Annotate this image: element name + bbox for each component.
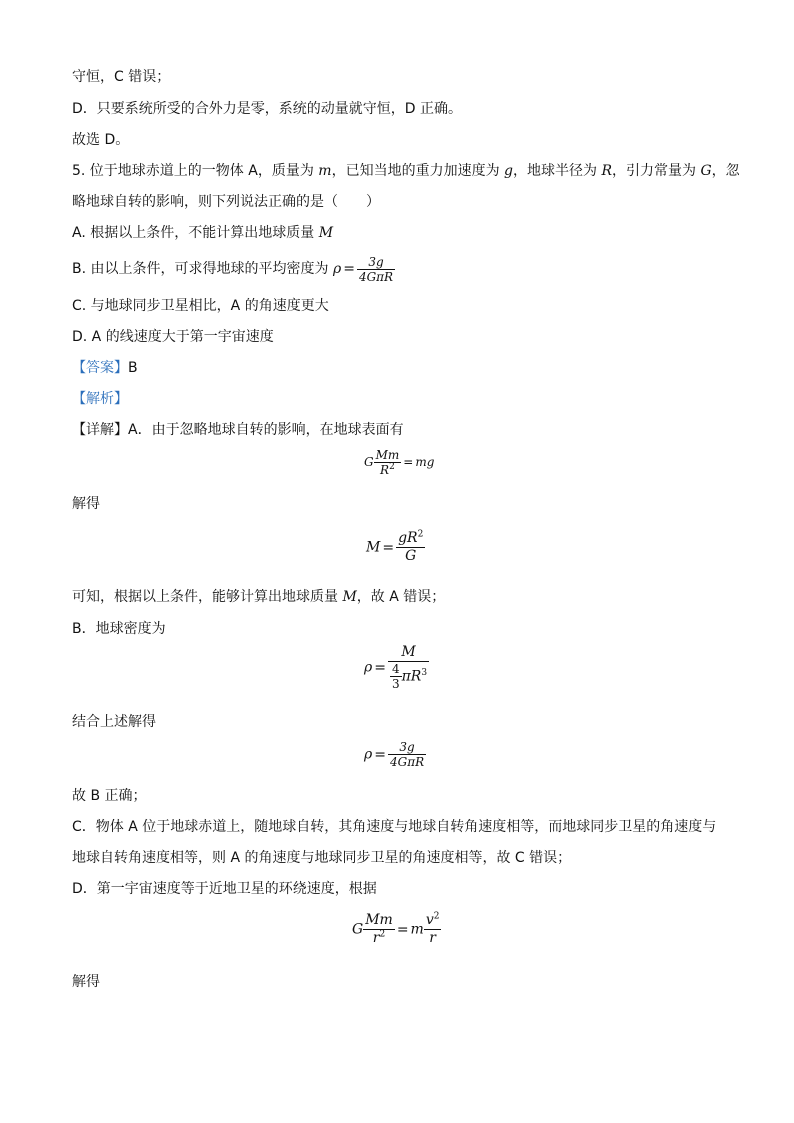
text: ，地球半径为 [513,163,602,179]
fraction [388,644,429,691]
numerator: Mm [365,912,393,928]
text: B. 由以上条件，可求得地球的平均密度为 [72,261,333,277]
fraction [363,912,395,947]
fraction [424,912,442,947]
text-line: 故选 D。 [72,132,130,148]
detail-label: 【详解】 [72,422,128,438]
denominator: 4GπR [389,755,425,769]
numerator: 3g [357,255,395,270]
var-v: v [425,912,434,928]
question-5-line-1 [72,162,740,180]
text-line: D．第一宇宙速度等于近地卫星的环绕速度，根据 [72,881,377,897]
exponent: 2 [433,911,440,922]
var-mg: mg [415,455,435,469]
equals: = [403,455,414,469]
var-G: G [352,921,364,938]
text: ，已知当地的重力加速度为 [331,163,505,179]
fraction [388,740,426,769]
option-b [72,252,395,286]
fraction [357,255,395,284]
answer-line [72,359,138,377]
var-m: m [318,163,332,179]
numerator: Mm [375,448,400,462]
exponent: 2 [417,529,424,540]
text: ，忽 [711,163,740,179]
equation-orbit [352,912,441,947]
var-gR: gR [398,530,418,546]
var-piR: πR [401,668,422,685]
exponent: 2 [379,929,386,940]
rho: ρ [332,261,342,277]
var-R: R [601,163,612,179]
equation-mass [366,530,425,565]
var-R: R [380,463,390,477]
var-M: M [366,539,381,556]
denominator: 4GπR [358,269,394,284]
var-g: g [504,163,513,179]
text: A．由于忽略地球自转的影响，在地球表面有 [128,422,404,438]
var-G: G [364,455,374,469]
analysis-label [72,390,128,408]
denominator: 3 [391,677,400,691]
rho: ρ [364,746,373,763]
equals: = [343,261,355,277]
text-line: 守恒，C 错误； [72,69,171,85]
text-line: D．只要系统所受的合外力是零，系统的动量就守恒，D 正确。 [72,101,463,117]
var-r: r [372,930,380,946]
text: ，引力常量为 [612,163,701,179]
option-d: D. A 的线速度大于第一宇宙速度 [72,329,274,345]
text: 5. 位于地球赤道上的一物体 A，质量为 [72,163,319,179]
exponent: 3 [421,667,428,678]
denominator: G [405,548,417,564]
option-a [72,224,333,242]
text-line: 结合上述解得 [72,714,156,730]
answer-label: 【答案】 [72,360,128,376]
question-5-line-2: 略地球自转的影响，则下列说法正确的是（ ） [72,194,380,210]
text-line: 故 B 正确； [72,788,147,804]
text-line [72,588,445,606]
answer-value: B [128,360,138,376]
text-line: 地球自转角速度相等，则 A 的角速度与地球同步卫星的角速度相等，故 C 错误； [72,850,572,866]
text: 可知，根据以上条件，能够计算出地球质量 [72,589,343,605]
option-c: C. 与地球同步卫星相比，A 的角速度更大 [72,298,329,314]
var-G: G [700,163,712,179]
equals: = [374,746,386,763]
denominator: r [429,930,436,946]
equals: = [396,921,409,938]
rho: ρ [364,659,373,676]
numerator: 4 [391,662,400,676]
fraction [374,448,402,477]
var-M: M [318,225,334,241]
text: A. 根据以上条件，不能计算出地球质量 [72,225,319,241]
text-line: 解得 [72,974,100,990]
text-line: B．地球密度为 [72,621,166,637]
analysis-tag: 【解析】 [72,391,128,407]
fraction-4-3 [390,662,402,691]
equation-density-def [364,644,429,691]
detail-line [72,421,404,439]
equation-density [364,740,426,769]
exponent: 2 [389,462,395,472]
text: ，故 A 错误； [356,589,446,605]
equals: = [382,539,395,556]
fraction [396,530,425,565]
equals: = [374,659,386,676]
var-m: m [410,921,424,938]
equation-gravity [364,448,434,477]
var-M: M [342,589,357,605]
text-line: 解得 [72,496,100,512]
numerator: 3g [388,740,426,755]
numerator: M [388,644,429,662]
text-line: C．物体 A 位于地球赤道上，随地球自转，其角速度与地球自转角速度相等，而地球同步卫星的角速度与 [72,819,717,835]
